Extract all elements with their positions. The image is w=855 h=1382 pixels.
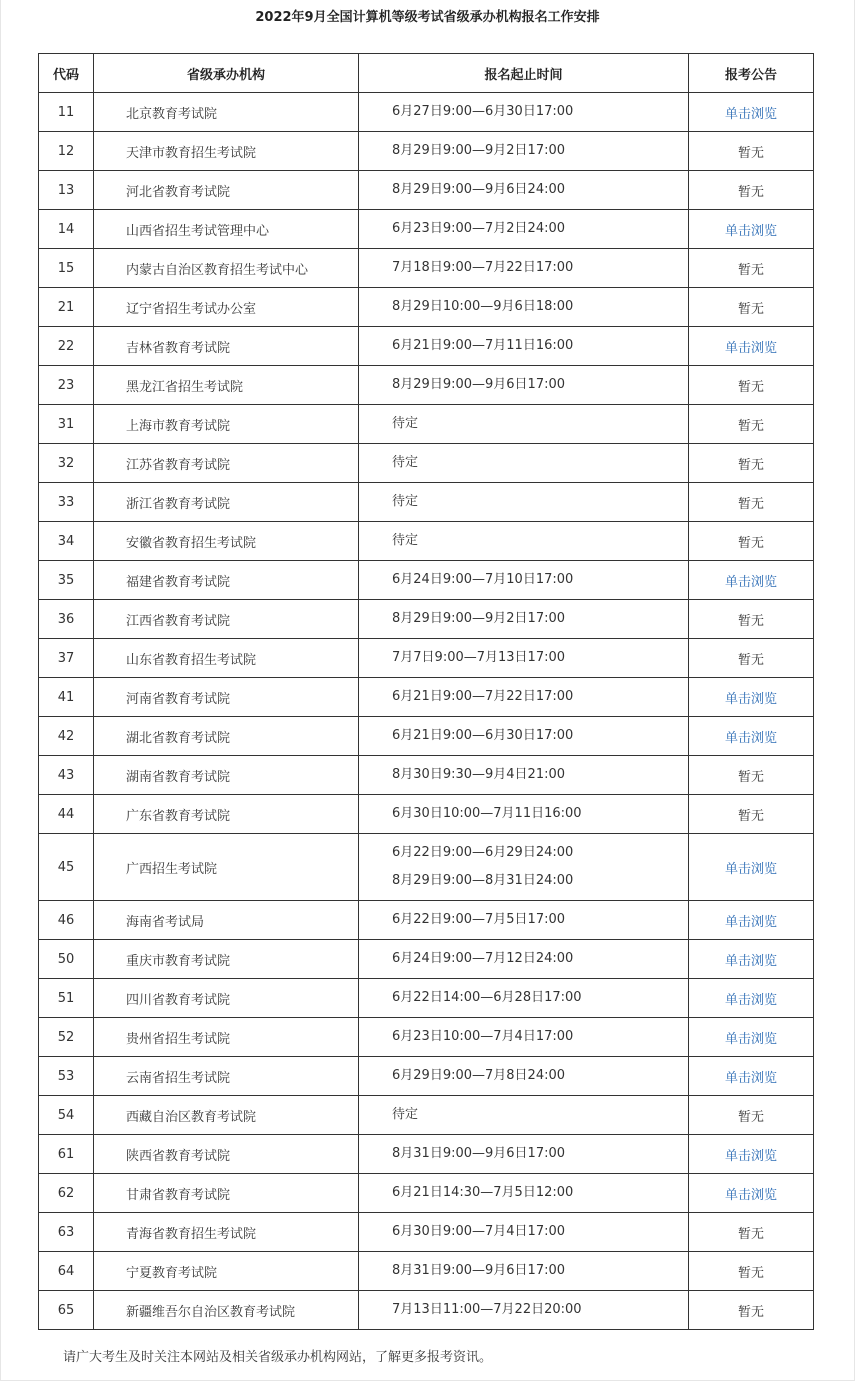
cell-org: 安徽省教育招生考试院 (94, 522, 359, 561)
cell-code: 12 (39, 132, 94, 171)
table-row (39, 1135, 814, 1174)
cell-notice (689, 210, 814, 249)
cell-code: 64 (39, 1252, 94, 1291)
cell-code: 61 (39, 1135, 94, 1174)
cell-org: 青海省教育招生考试院 (94, 1213, 359, 1252)
table-row (39, 288, 814, 327)
notice-none: 暂无 (737, 184, 764, 200)
table-body (39, 93, 814, 1330)
notice-none: 暂无 (737, 652, 764, 668)
time-range: 待定 (392, 455, 419, 470)
cell-time (359, 483, 689, 522)
cell-org: 广西招生考试院 (94, 834, 359, 901)
cell-notice (689, 756, 814, 795)
time-range: 待定 (392, 494, 419, 509)
table-row (39, 795, 814, 834)
cell-time (359, 561, 689, 600)
cell-code: 13 (39, 171, 94, 210)
cell-notice (689, 1096, 814, 1135)
cell-notice (689, 1213, 814, 1252)
table-row (39, 756, 814, 795)
notice-link[interactable]: 单击浏览 (724, 1187, 777, 1203)
cell-notice (689, 561, 814, 600)
cell-code: 11 (39, 93, 94, 132)
cell-code: 21 (39, 288, 94, 327)
cell-code: 35 (39, 561, 94, 600)
cell-org: 天津市教育招生考试院 (94, 132, 359, 171)
notice-link[interactable]: 单击浏览 (724, 1070, 777, 1086)
cell-time (359, 1057, 689, 1096)
cell-notice (689, 249, 814, 288)
time-range: 6月21日14:30—7月5日12:00 (392, 1185, 574, 1200)
cell-notice (689, 979, 814, 1018)
time-range: 6月23日9:00—7月2日24:00 (392, 221, 566, 236)
notice-link[interactable]: 单击浏览 (724, 992, 777, 1008)
notice-link[interactable]: 单击浏览 (724, 340, 777, 356)
cell-code: 46 (39, 901, 94, 940)
time-range: 8月29日9:00—8月31日24:00 (392, 873, 574, 888)
time-range: 6月30日10:00—7月11日16:00 (392, 806, 582, 821)
time-range: 6月21日9:00—7月11日16:00 (392, 338, 574, 353)
cell-notice (689, 1252, 814, 1291)
notice-none: 暂无 (737, 379, 764, 395)
time-range: 6月24日9:00—7月10日17:00 (392, 572, 574, 587)
cell-time (359, 600, 689, 639)
cell-code: 41 (39, 678, 94, 717)
cell-code: 53 (39, 1057, 94, 1096)
table-row (39, 1291, 814, 1330)
table-row (39, 132, 814, 171)
cell-time (359, 678, 689, 717)
cell-org: 福建省教育考试院 (94, 561, 359, 600)
cell-time (359, 901, 689, 940)
cell-time (359, 366, 689, 405)
cell-notice (689, 483, 814, 522)
cell-org: 陕西省教育考试院 (94, 1135, 359, 1174)
table-row (39, 405, 814, 444)
cell-org: 北京教育考试院 (94, 93, 359, 132)
notice-none: 暂无 (737, 145, 764, 161)
cell-notice (689, 522, 814, 561)
cell-notice (689, 1018, 814, 1057)
cell-org: 湖北省教育考试院 (94, 717, 359, 756)
cell-time (359, 210, 689, 249)
cell-org: 浙江省教育考试院 (94, 483, 359, 522)
footer-note: 请广大考生及时关注本网站及相关省级承办机构网站，了解更多报考资讯。 (63, 1350, 493, 1365)
table-row (39, 1018, 814, 1057)
table-row (39, 639, 814, 678)
notice-none: 暂无 (737, 262, 764, 278)
cell-org: 广东省教育考试院 (94, 795, 359, 834)
cell-code: 31 (39, 405, 94, 444)
cell-time (359, 979, 689, 1018)
notice-link[interactable]: 单击浏览 (724, 953, 777, 969)
cell-time (359, 171, 689, 210)
table-row (39, 717, 814, 756)
cell-code: 33 (39, 483, 94, 522)
cell-notice (689, 93, 814, 132)
cell-time (359, 717, 689, 756)
cell-org: 山东省教育招生考试院 (94, 639, 359, 678)
cell-code: 37 (39, 639, 94, 678)
page-title: 2022年9月全国计算机等级考试省级承办机构报名工作安排 (255, 10, 600, 25)
notice-link[interactable]: 单击浏览 (724, 861, 777, 877)
cell-time (359, 1018, 689, 1057)
cell-org: 重庆市教育考试院 (94, 940, 359, 979)
notice-link[interactable]: 单击浏览 (724, 1148, 777, 1164)
time-range: 6月22日14:00—6月28日17:00 (392, 990, 582, 1005)
schedule-table (38, 53, 814, 1330)
notice-none: 暂无 (737, 418, 764, 434)
notice-link[interactable]: 单击浏览 (724, 730, 777, 746)
cell-org: 上海市教育考试院 (94, 405, 359, 444)
notice-link[interactable]: 单击浏览 (724, 914, 777, 930)
time-range: 8月29日9:00—9月2日17:00 (392, 143, 566, 158)
cell-org: 四川省教育考试院 (94, 979, 359, 1018)
time-range: 8月29日9:00—9月6日17:00 (392, 377, 566, 392)
notice-link[interactable]: 单击浏览 (724, 574, 777, 590)
cell-code: 36 (39, 600, 94, 639)
time-range: 7月7日9:00—7月13日17:00 (392, 650, 566, 665)
cell-org: 贵州省招生考试院 (94, 1018, 359, 1057)
table-row (39, 1213, 814, 1252)
notice-none: 暂无 (737, 301, 764, 317)
cell-org: 内蒙古自治区教育招生考试中心 (94, 249, 359, 288)
table-row (39, 1096, 814, 1135)
table-row (39, 979, 814, 1018)
cell-code: 51 (39, 979, 94, 1018)
time-range: 8月31日9:00—9月6日17:00 (392, 1263, 566, 1278)
cell-code: 22 (39, 327, 94, 366)
table-row (39, 444, 814, 483)
cell-org: 辽宁省招生考试办公室 (94, 288, 359, 327)
notice-none: 暂无 (737, 496, 764, 512)
cell-time (359, 1291, 689, 1330)
table-row (39, 522, 814, 561)
cell-notice (689, 901, 814, 940)
notice-link[interactable]: 单击浏览 (724, 1031, 777, 1047)
time-range: 6月23日10:00—7月4日17:00 (392, 1029, 574, 1044)
cell-time (359, 1213, 689, 1252)
time-range: 6月21日9:00—7月22日17:00 (392, 689, 574, 704)
time-range: 8月30日9:30—9月4日21:00 (392, 767, 566, 782)
table-row (39, 483, 814, 522)
cell-notice (689, 678, 814, 717)
cell-time (359, 756, 689, 795)
time-range: 6月22日9:00—6月29日24:00 (392, 845, 574, 860)
cell-org: 湖南省教育考试院 (94, 756, 359, 795)
notice-none: 暂无 (737, 457, 764, 473)
cell-time (359, 795, 689, 834)
cell-org: 新疆维吾尔自治区教育考试院 (94, 1291, 359, 1330)
table-row (39, 366, 814, 405)
cell-code: 45 (39, 834, 94, 901)
header-time: 报名起止时间 (359, 54, 689, 93)
cell-code: 65 (39, 1291, 94, 1330)
cell-org: 江苏省教育考试院 (94, 444, 359, 483)
cell-time (359, 405, 689, 444)
cell-org: 宁夏教育考试院 (94, 1252, 359, 1291)
cell-time (359, 93, 689, 132)
cell-code: 50 (39, 940, 94, 979)
table-row (39, 1174, 814, 1213)
cell-notice (689, 444, 814, 483)
cell-code: 15 (39, 249, 94, 288)
cell-code: 43 (39, 756, 94, 795)
cell-time (359, 1174, 689, 1213)
cell-time (359, 1252, 689, 1291)
notice-link[interactable]: 单击浏览 (724, 691, 777, 707)
cell-org: 江西省教育考试院 (94, 600, 359, 639)
time-range: 7月13日11:00—7月22日20:00 (392, 1302, 582, 1317)
cell-time (359, 639, 689, 678)
notice-none: 暂无 (737, 1304, 764, 1320)
time-range: 6月21日9:00—6月30日17:00 (392, 728, 574, 743)
cell-code: 42 (39, 717, 94, 756)
cell-time (359, 522, 689, 561)
table-row (39, 678, 814, 717)
time-range: 7月18日9:00—7月22日17:00 (392, 260, 574, 275)
notice-none: 暂无 (737, 1265, 764, 1281)
time-range: 待定 (392, 1107, 419, 1122)
cell-notice (689, 1174, 814, 1213)
notice-none: 暂无 (737, 1226, 764, 1242)
table-row (39, 1057, 814, 1096)
cell-notice (689, 1135, 814, 1174)
table-row (39, 171, 814, 210)
cell-org: 山西省招生考试管理中心 (94, 210, 359, 249)
notice-none: 暂无 (737, 808, 764, 824)
cell-notice (689, 600, 814, 639)
cell-notice (689, 1057, 814, 1096)
cell-org: 黑龙江省招生考试院 (94, 366, 359, 405)
cell-org: 云南省招生考试院 (94, 1057, 359, 1096)
cell-org: 甘肃省教育考试院 (94, 1174, 359, 1213)
cell-notice (689, 132, 814, 171)
cell-code: 63 (39, 1213, 94, 1252)
cell-org: 河北省教育考试院 (94, 171, 359, 210)
notice-link[interactable]: 单击浏览 (724, 223, 777, 239)
cell-org: 海南省考试局 (94, 901, 359, 940)
table-row (39, 249, 814, 288)
cell-org: 西藏自治区教育考试院 (94, 1096, 359, 1135)
table-row (39, 561, 814, 600)
table-row (39, 93, 814, 132)
notice-link[interactable]: 单击浏览 (724, 106, 777, 122)
cell-code: 32 (39, 444, 94, 483)
table-row (39, 327, 814, 366)
cell-code: 44 (39, 795, 94, 834)
cell-time (359, 444, 689, 483)
table-row (39, 600, 814, 639)
time-range: 6月30日9:00—7月4日17:00 (392, 1224, 566, 1239)
table-row (39, 834, 814, 901)
time-range: 6月29日9:00—7月8日24:00 (392, 1068, 566, 1083)
cell-notice (689, 639, 814, 678)
time-range: 待定 (392, 416, 419, 431)
time-range: 待定 (392, 533, 419, 548)
cell-code: 62 (39, 1174, 94, 1213)
cell-notice (689, 288, 814, 327)
cell-org: 河南省教育考试院 (94, 678, 359, 717)
cell-notice (689, 405, 814, 444)
cell-time (359, 1096, 689, 1135)
table-row (39, 940, 814, 979)
cell-notice (689, 940, 814, 979)
table-row (39, 1252, 814, 1291)
notice-none: 暂无 (737, 769, 764, 785)
time-range: 8月29日9:00—9月2日17:00 (392, 611, 566, 626)
cell-notice (689, 795, 814, 834)
notice-none: 暂无 (737, 613, 764, 629)
cell-notice (689, 171, 814, 210)
cell-time (359, 249, 689, 288)
header-org: 省级承办机构 (94, 54, 359, 93)
time-range: 6月24日9:00—7月12日24:00 (392, 951, 574, 966)
cell-notice (689, 366, 814, 405)
cell-code: 52 (39, 1018, 94, 1057)
time-range: 8月29日9:00—9月6日24:00 (392, 182, 566, 197)
table-row (39, 901, 814, 940)
time-range: 8月29日10:00—9月6日18:00 (392, 299, 574, 314)
header-row (39, 54, 814, 93)
cell-org: 吉林省教育考试院 (94, 327, 359, 366)
notice-none: 暂无 (737, 1109, 764, 1125)
cell-notice (689, 327, 814, 366)
notice-none: 暂无 (737, 535, 764, 551)
header-code: 代码 (39, 54, 94, 93)
cell-time (359, 288, 689, 327)
table-row (39, 210, 814, 249)
time-range: 6月22日9:00—7月5日17:00 (392, 912, 566, 927)
cell-time (359, 327, 689, 366)
cell-time (359, 1135, 689, 1174)
cell-code: 23 (39, 366, 94, 405)
cell-notice (689, 717, 814, 756)
cell-time (359, 834, 689, 901)
cell-time (359, 132, 689, 171)
header-notice: 报考公告 (689, 54, 814, 93)
table-header (39, 54, 814, 93)
cell-code: 54 (39, 1096, 94, 1135)
cell-time (359, 940, 689, 979)
cell-code: 34 (39, 522, 94, 561)
time-range: 6月27日9:00—6月30日17:00 (392, 104, 574, 119)
cell-notice (689, 1291, 814, 1330)
cell-code: 14 (39, 210, 94, 249)
time-range: 8月31日9:00—9月6日17:00 (392, 1146, 566, 1161)
cell-notice (689, 834, 814, 901)
